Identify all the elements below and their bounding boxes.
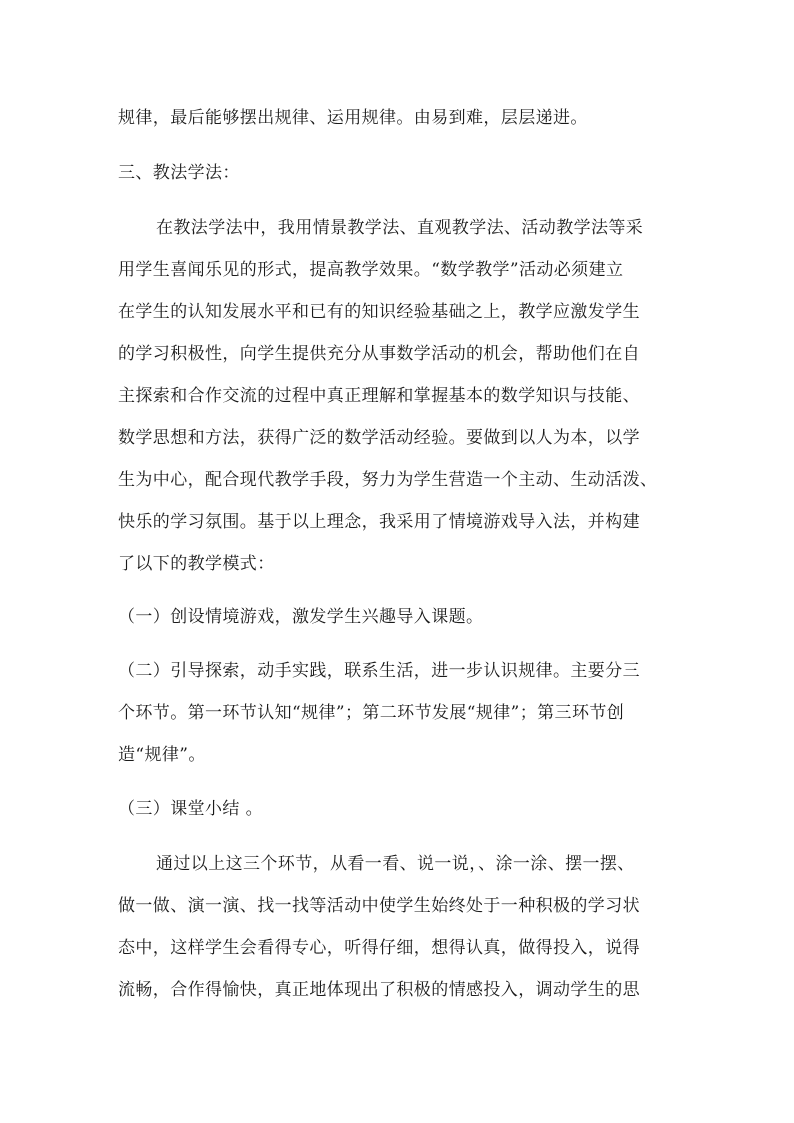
text-line: 快乐的学习氛围。基于以上理念，我采用了情境游戏导入法，并构建 xyxy=(118,512,640,532)
paragraph-first-line: 在教法学法中，我用情景教学法、直观教学法、活动教学法等采 xyxy=(156,218,644,238)
section-heading: 三、教法学法： xyxy=(118,163,240,183)
list-item: （二）引导探索，动手实践，联系生活，进一步认识规律。主要分三 xyxy=(118,661,640,681)
text-line: 做一做、演一演、找一找等活动中使学生始终处于一种积极的学习状 xyxy=(118,896,640,916)
text-line: 在学生的认知发展水平和已有的知识经验基础之上，教学应激发学生 xyxy=(118,302,640,322)
text-line: 数学思想和方法，获得广泛的数学活动经验。要做到以人为本，以学 xyxy=(118,428,640,448)
text-line: 造“规律”。 xyxy=(118,745,206,765)
text-line: 了以下的教学模式： xyxy=(118,554,275,574)
text-line: 用学生喜闻乐见的形式，提高教学效果。“数学教学”活动必须建立 xyxy=(118,260,624,280)
text-line: 生为中心，配合现代教学手段，努力为学生营造一个主动、生动活泼、 xyxy=(118,470,658,490)
list-item: （三）课堂小结 。 xyxy=(118,799,264,819)
list-item: （一）创设情境游戏，激发学生兴趣导入课题。 xyxy=(118,607,484,627)
text-line: 规律，最后能够摆出规律、运用规律。由易到难，层层递进。 xyxy=(118,108,588,128)
text-line: 流畅，合作得愉快，真正地体现出了积极的情感投入，调动学生的思 xyxy=(118,980,640,1000)
text-line: 态中，这样学生会看得专心，听得仔细，想得认真，做得投入，说得 xyxy=(118,938,640,958)
text-line: 个环节。第一环节认知“规律”；第二环节发展“规律”；第三环节创 xyxy=(118,703,625,723)
text-line: 的学习积极性，向学生提供充分从事数学活动的机会，帮助他们在自 xyxy=(118,344,640,364)
paragraph-first-line: 通过以上这三个环节，从看一看、说一说，、涂一涂、摆一摆、 xyxy=(156,854,635,874)
text-line: 主探索和合作交流的过程中真正理解和掌握基本的数学知识与技能、 xyxy=(118,386,640,406)
